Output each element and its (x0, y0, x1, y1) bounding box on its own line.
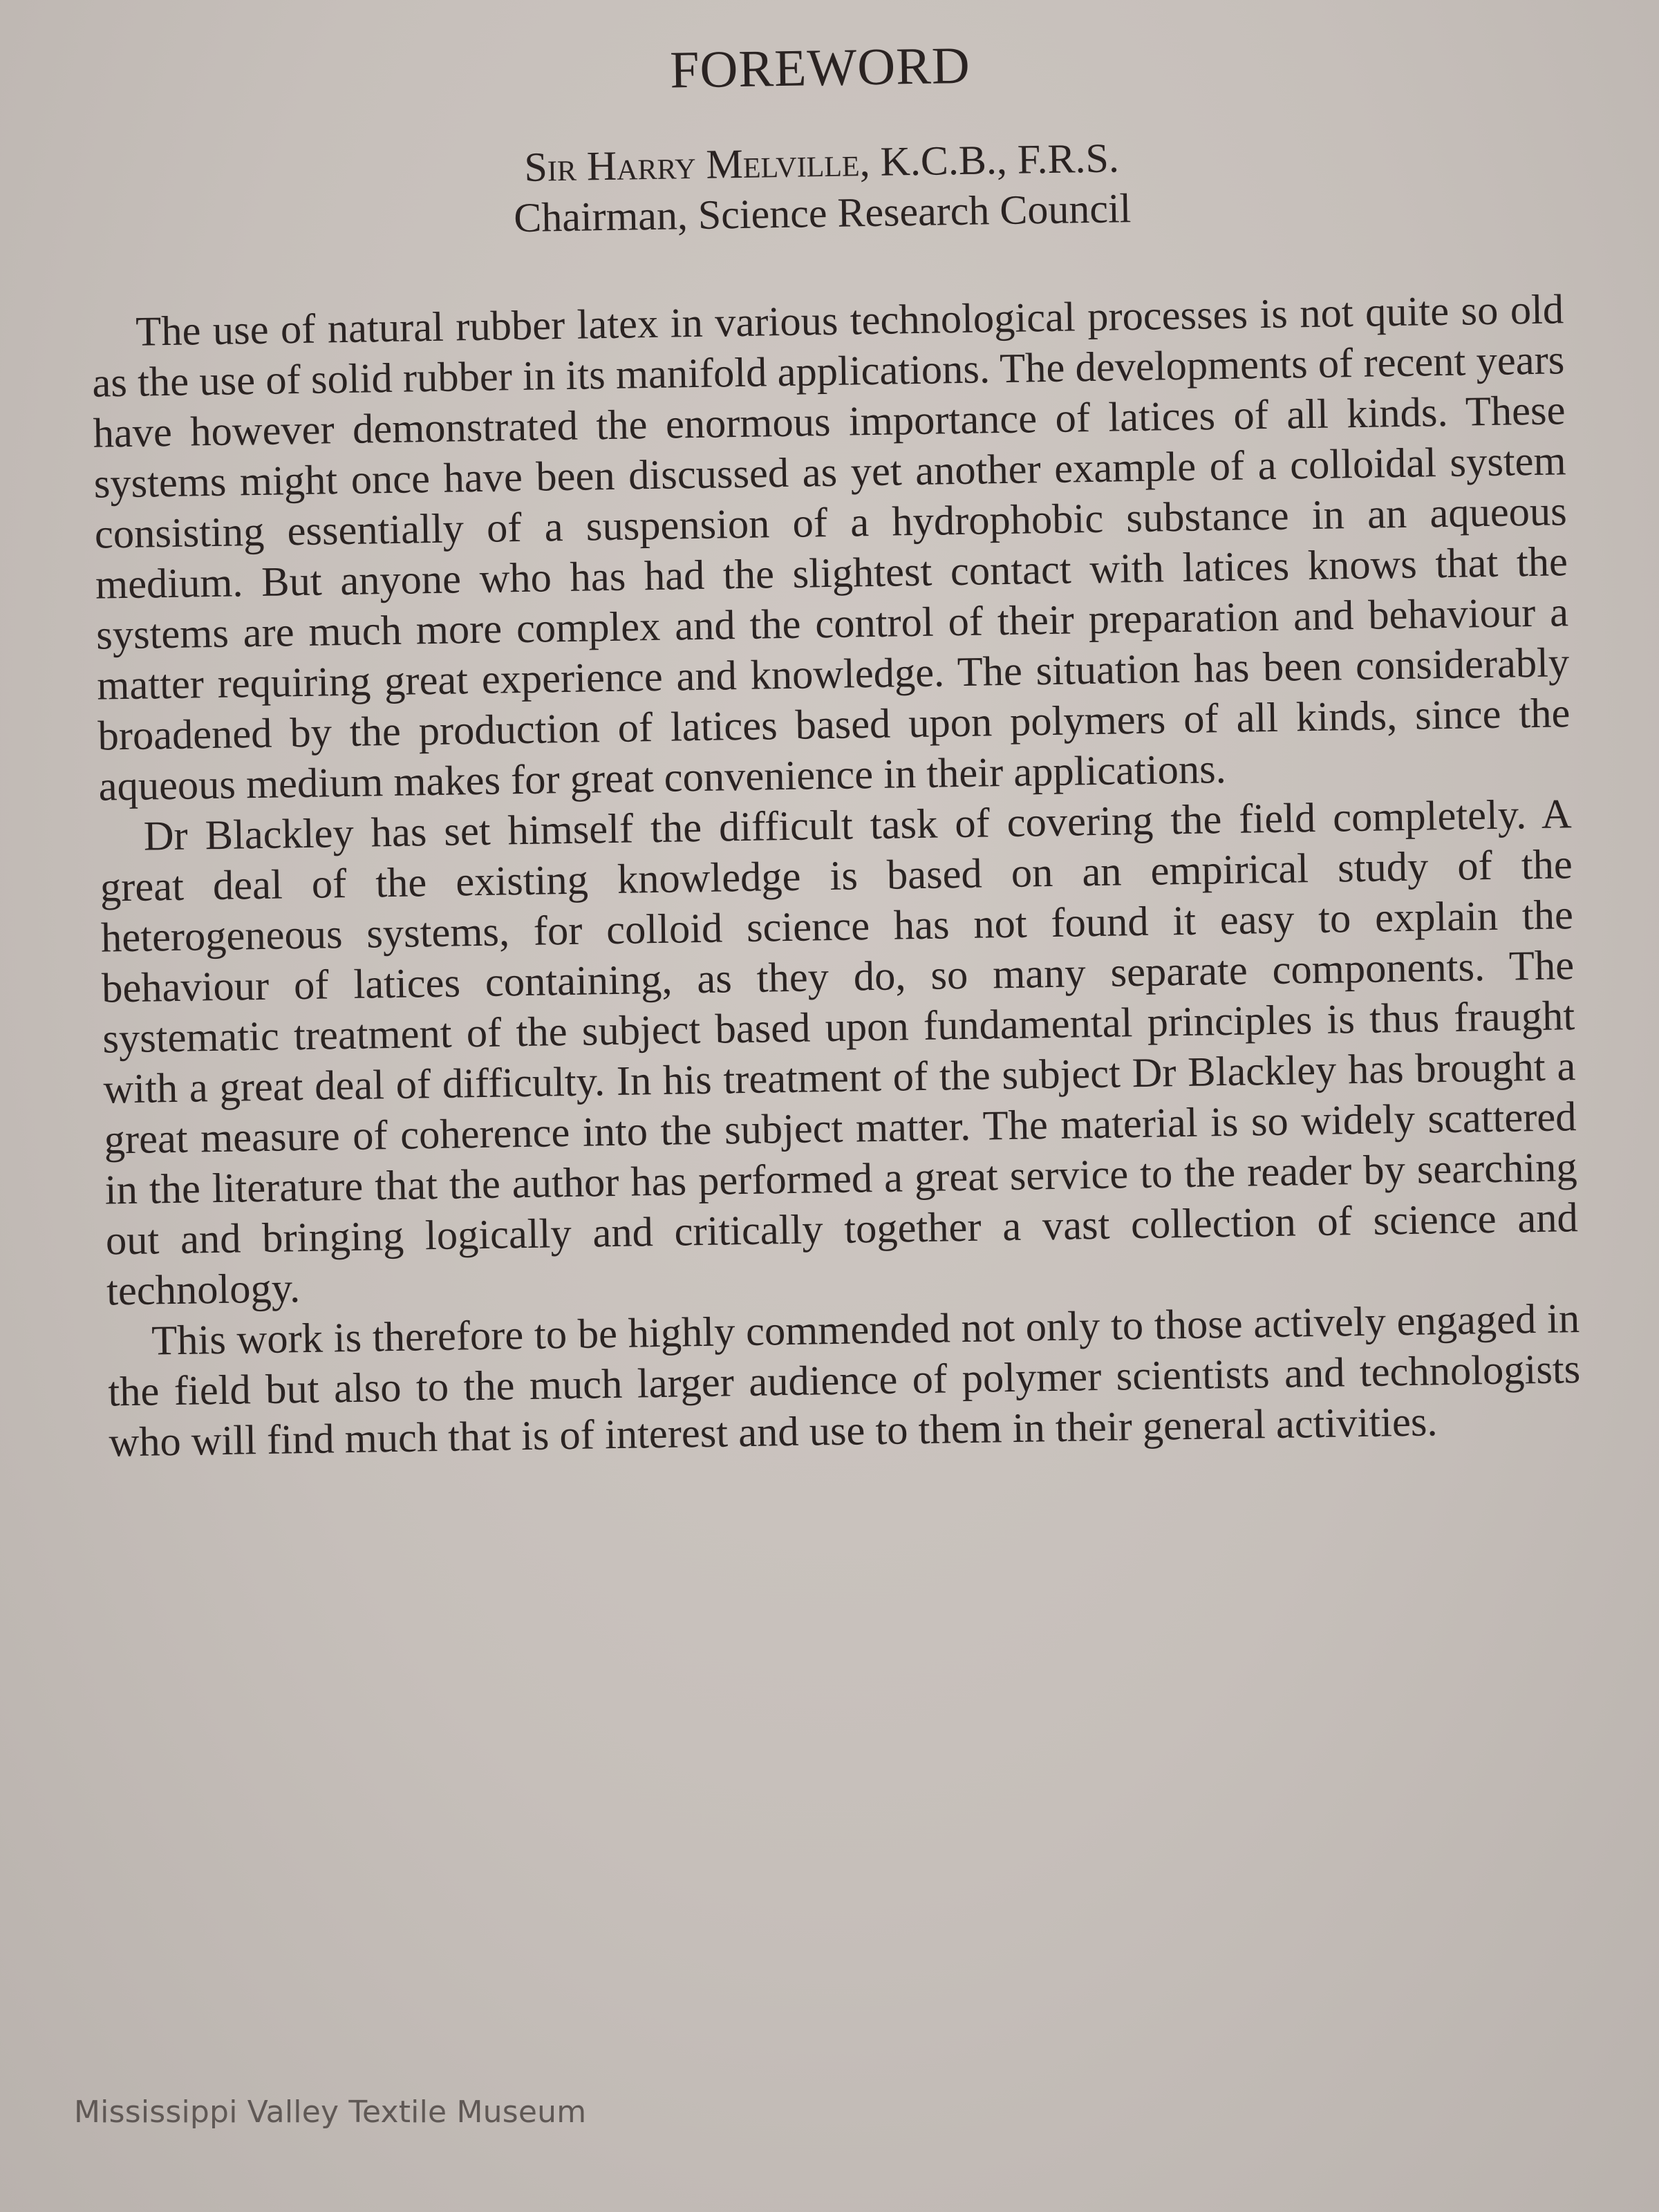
museum-watermark: Mississippi Valley Textile Museum (74, 2094, 587, 2130)
paragraph-2: Dr Blackley has set himself the difficult task of covering the field completely. A great deal of the existing knowledge is based on an empirical study of the heterogeneous systems, for colloid science has not found it easy to explain the behaviour of latices containing, as they do, so many separate components. The systematic treatment of the subject based upon fundamental principles is thus fraught with a great deal of difficulty. In his treatment of the subject Dr Blackley has brought a great measure of coherence into the subject matter. The material is so widely scattered in the literature that the author has performed a great service to the reader by searching out and bringing logically and critically together a vast collection of science and technology. (100, 791, 1579, 1315)
paragraph-3: This work is therefore to be highly commended not only to those actively engaged in the field but also to the much larger audience of polymer scientists and technologists who will find much that is of interest and use to them in their general activities. (107, 1295, 1581, 1466)
paragraph-1: The use of natural rubber latex in various technological processes is not quite so old as the use of solid rubber in its manifold applications. The developments of recent years have however demonstrated the enormous importance of latices of all kinds. These systems might once have been discussed as yet another example of a colloidal system consisting essentially of a suspension of a hydrophobic substance in an aqueous medium. But anyone who has had the slightest contact with latices knows that the systems are much more complex and the control of their preparation and behaviour a matter requiring great experience and knowledge. The situation has been considerably broadened by the production of latices based upon polymers of all kinds, since the aqueous medium makes for great convenience in their applications. (91, 286, 1571, 810)
foreword-body (91, 284, 1582, 1468)
author-name: Sir Harry Melville, K.C.B., F.R.S. (523, 135, 1120, 190)
author-affiliation: Chairman, Science Research Council (513, 185, 1132, 241)
page-title: FOREWORD (669, 36, 971, 100)
